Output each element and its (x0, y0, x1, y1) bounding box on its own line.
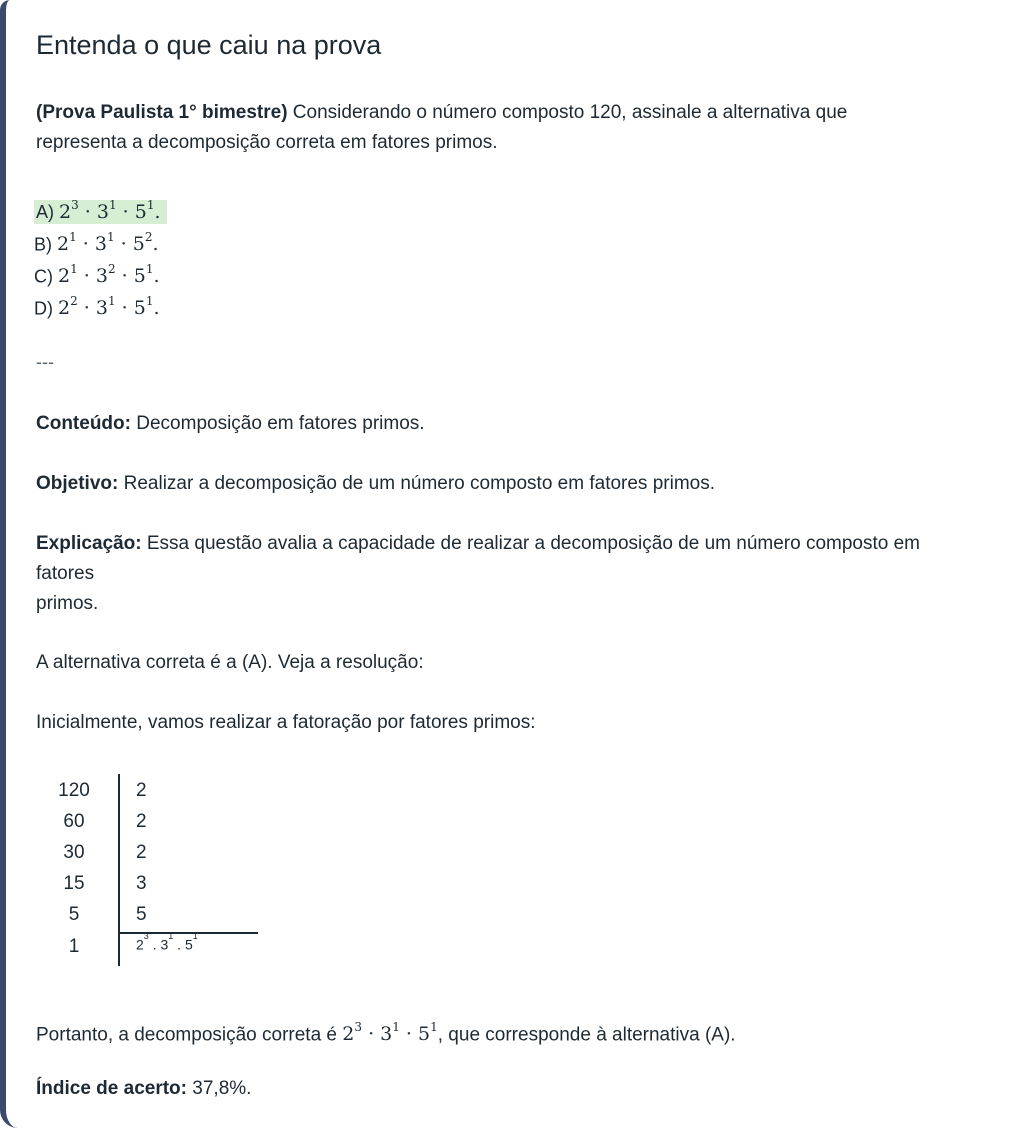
prime-factor: 5 (136, 904, 147, 925)
conteudo-label: Conteúdo: (36, 413, 131, 434)
indice-label: Índice de acerto: (36, 1078, 187, 1099)
dividend: 60 (63, 811, 85, 832)
prime-factor: 2 (136, 811, 147, 832)
answer-text: A alternativa correta é a (A). Veja a resolução: (36, 652, 424, 673)
prime-factor: 3 (136, 873, 147, 894)
alternative-c: C) $2^1 \cdot 3^2 \cdot 5^1$. (34, 262, 160, 288)
alternative-letter: A) (36, 202, 54, 223)
alternative-letter: C) (34, 266, 53, 287)
question-text (36, 98, 847, 158)
prime-factor: 2 (136, 842, 147, 863)
alternative-b: B) $2^1 \cdot 3^1 \cdot 5^2$. (34, 230, 159, 256)
dividend: 5 (68, 904, 80, 925)
objetivo-label: Objetivo: (36, 473, 119, 494)
question-source: (Prova Paulista 1° bimestre) (36, 102, 288, 123)
alternative-letter: D) (34, 298, 53, 319)
factorization-diagram (52, 772, 262, 972)
question-body: Considerando o número composto 120, assinale a alternativa que (287, 102, 848, 123)
explicacao-label: Explicação: (36, 533, 142, 554)
intro-text: Inicialmente, vamos realizar a fatoração por fatores primos: (36, 712, 536, 733)
dividend: 15 (63, 873, 85, 894)
alternative-a (34, 193, 167, 226)
conteudo-text: Conteúdo: Decomposição em fatores primos. (36, 413, 425, 434)
objetivo-text: Objetivo: Realizar a decomposição de um número composto em fatores primos. (36, 473, 715, 494)
conclusion-text: Portanto, a decomposição correta é $2^3 \cdot 3^1 \cdot 5^1$, que corresponde à alternativa (A). (36, 1020, 736, 1046)
page-title: Entenda o que caiu na prova (36, 30, 382, 60)
explicacao-text: Explicação: Essa questão avalia a capacidade de realizar a decomposição de um número composto em fatores primos. (36, 533, 920, 614)
dividend: 30 (63, 842, 85, 863)
separator: --- (36, 352, 54, 372)
dividend: 1 (68, 936, 80, 957)
alternative-d: D) $2^2 \cdot 3^1 \cdot 5^1$. (34, 294, 160, 320)
indice-text (36, 1074, 251, 1104)
alternative-letter: B) (34, 234, 52, 255)
question-body-line2: representa a decomposição correta em fatores primos. (36, 132, 498, 153)
correct-highlight: A) $2^3 \cdot 3^1 \cdot 5^1$. (34, 200, 167, 224)
indice-value: 37,8%. (187, 1078, 252, 1099)
prime-factor: 2 (136, 780, 147, 801)
factorization-result: $2^3$ . $3^1$ . $5^1$ (136, 931, 198, 953)
dividend: 120 (58, 780, 90, 801)
